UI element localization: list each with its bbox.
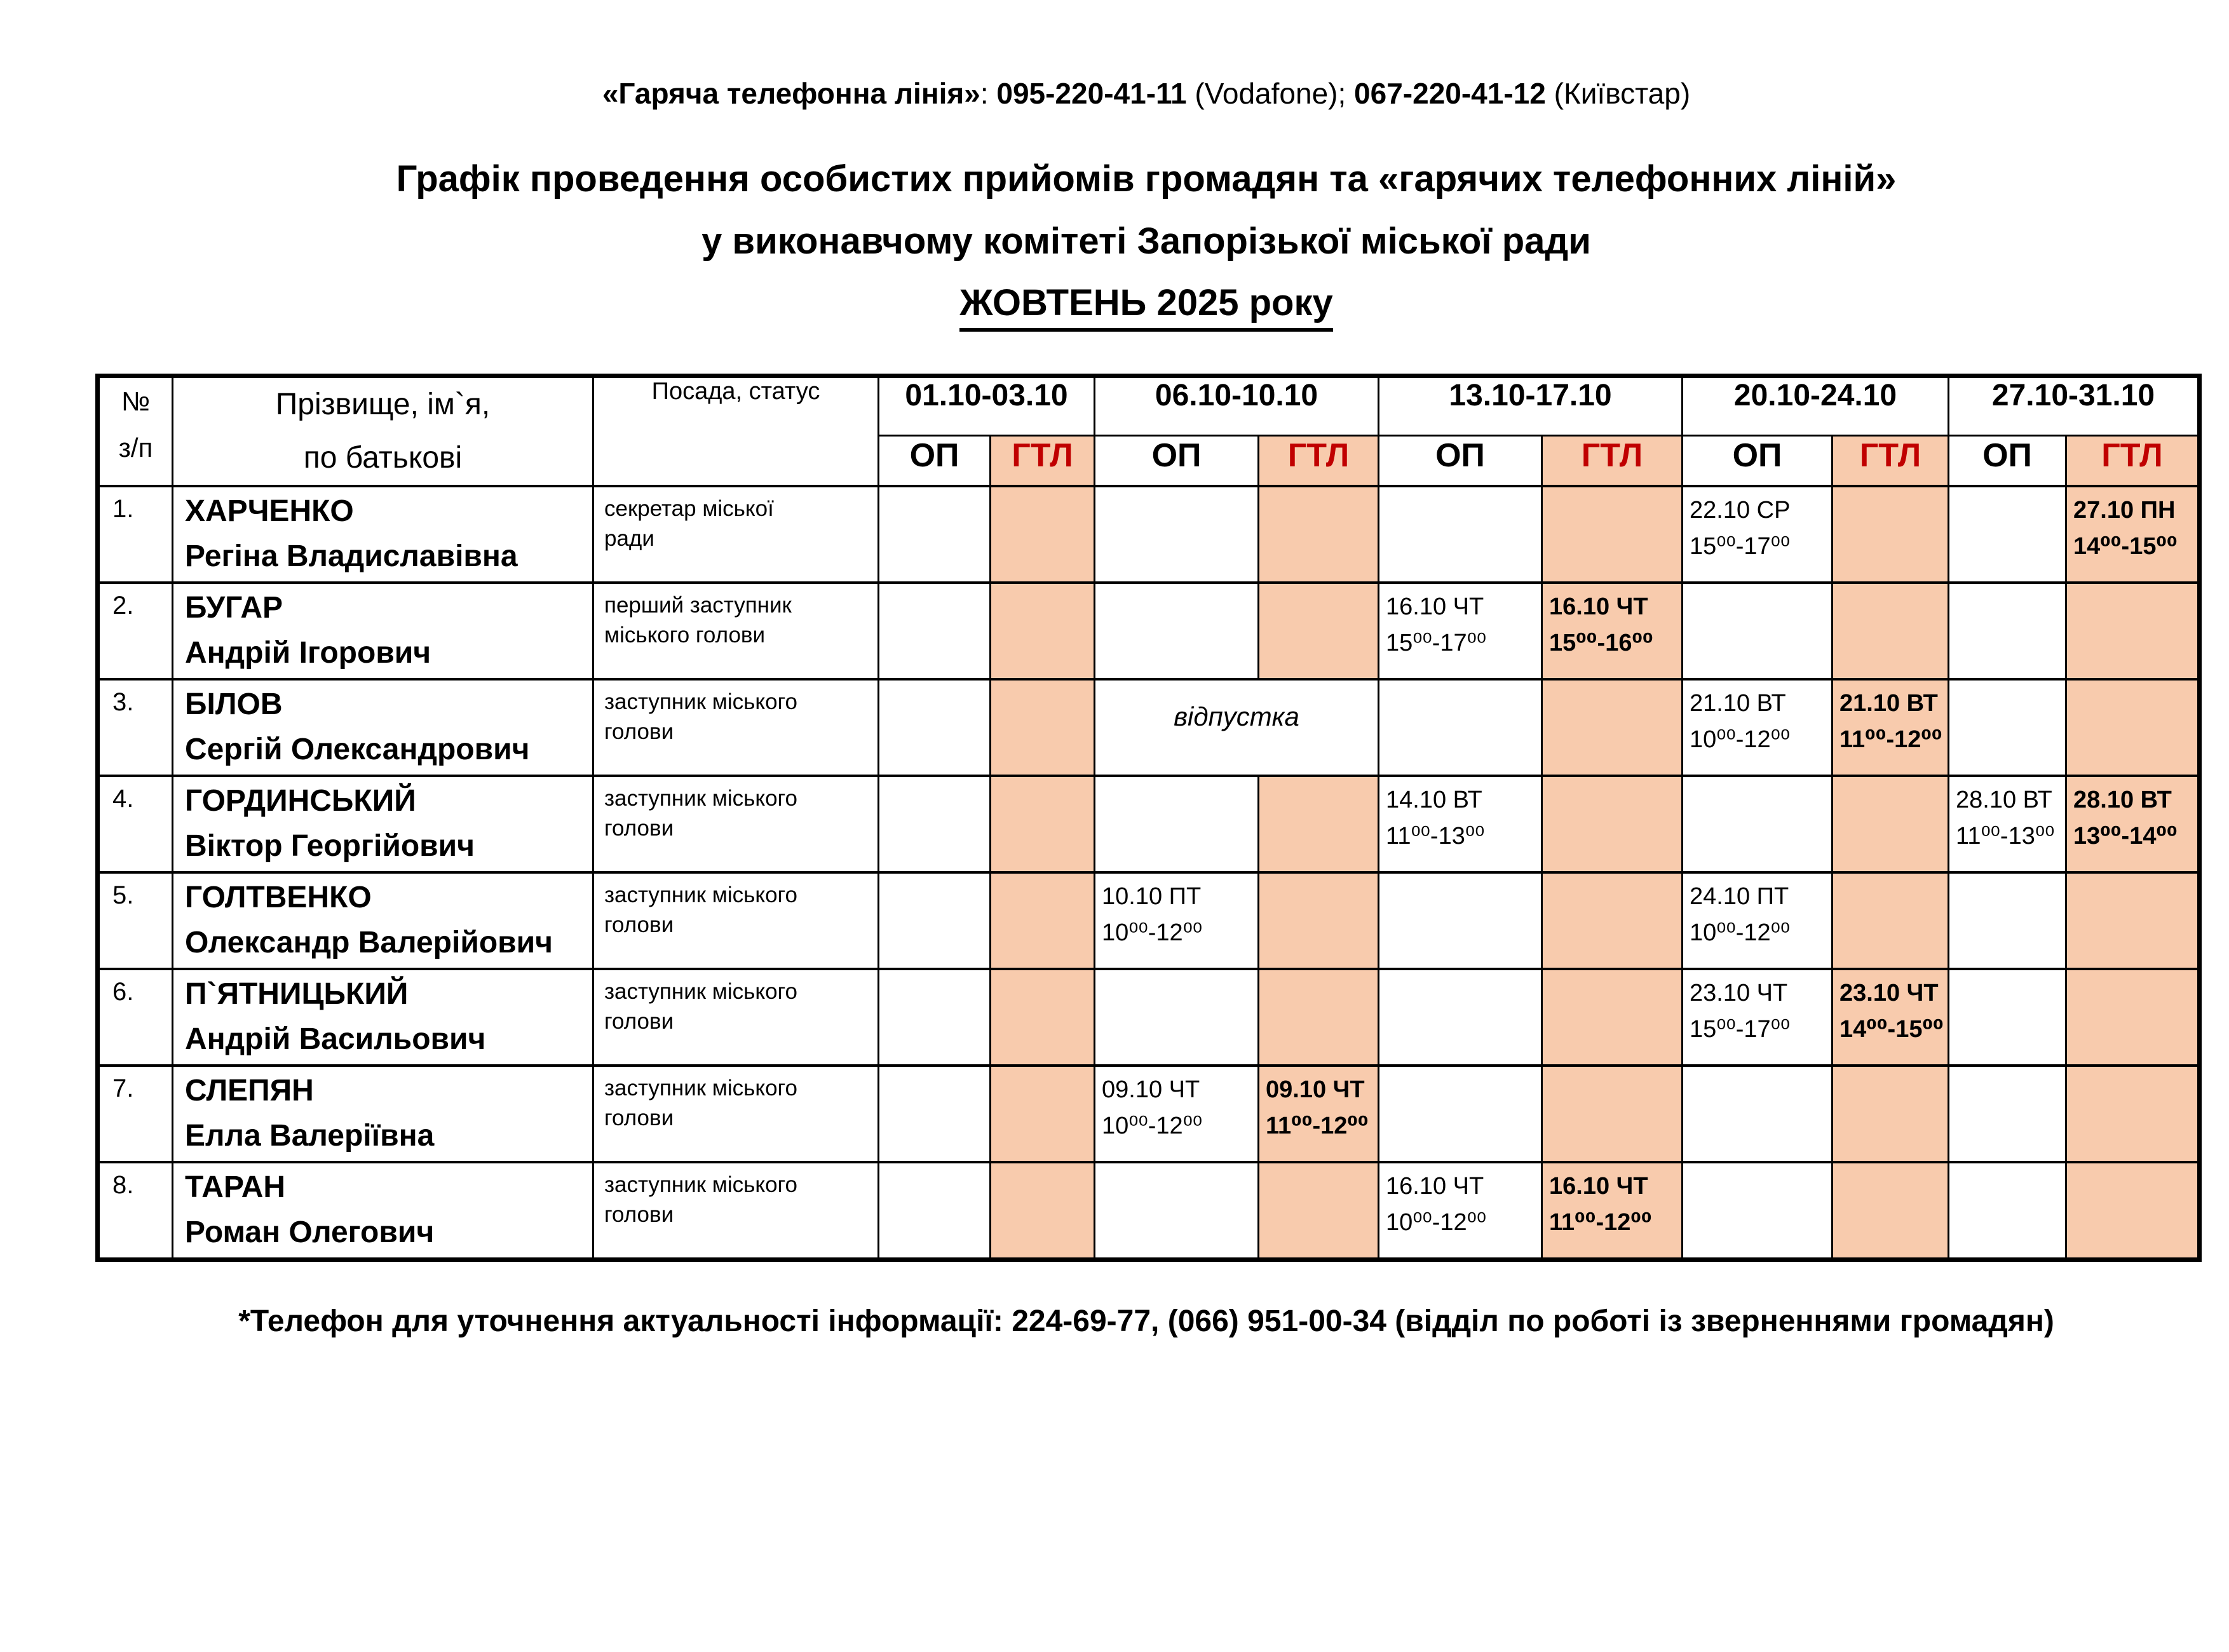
person-role-line: заступник міського [604,1075,798,1100]
person-surname: СЛЕПЯН [185,1073,314,1107]
hotline-segment: (Vodafone); [1186,77,1355,110]
schedule-date: 22.10 СР [1690,496,1791,524]
person-name-cell [173,679,593,776]
person-name [185,977,583,1057]
schedule-table [95,374,2202,1262]
person-given-name: Роман Олегович [185,1215,435,1249]
schedule-cell-gtl [2066,679,2200,776]
header-gtl-4: ГТЛ [1833,435,1949,485]
schedule-cell-op [1683,872,1833,969]
schedule-time: 15⁰⁰-17⁰⁰ [1690,1015,1791,1043]
schedule-cell-gtl [991,1066,1095,1162]
schedule-time: 11⁰⁰-13⁰⁰ [1956,822,2055,850]
table-row [98,486,2200,583]
title-line-1: Графік проведення особистих прийомів громадян та «гарячих телефонних ліній» [396,158,1897,200]
schedule-cell-op [1683,486,1833,583]
schedule-cell-gtl [991,583,1095,679]
schedule-cell-gtl [1259,776,1379,872]
schedule-cell-gtl [1259,1162,1379,1260]
schedule-date: 16.10 ЧТ [1386,593,1484,620]
schedule-time: 10⁰⁰-12⁰⁰ [1690,919,1791,946]
header-gtl-2: ГТЛ [1259,435,1379,485]
schedule-time: 11⁰⁰-12⁰⁰ [1839,726,1942,753]
title-line-3 [95,272,2197,334]
schedule-cell-op [1095,969,1259,1066]
schedule-cell-op [879,679,991,776]
schedule-time: 10⁰⁰-12⁰⁰ [1690,726,1791,753]
row-number-cell: 1. [98,486,173,583]
schedule-date: 28.10 ВТ [1956,786,2052,813]
schedule-cell-gtl [1833,776,1949,872]
header-name-line: Прізвище, ім`я, [275,387,491,421]
schedule-cell-gtl [991,486,1095,583]
schedule-cell-op [1683,969,1833,1066]
schedule-cell-op [1949,1162,2066,1260]
schedule-date: 28.10 ВТ [2073,786,2172,813]
schedule-cell-gtl [1542,679,1683,776]
row-number-cell: 3. [98,679,173,776]
hotline-line [95,76,2197,111]
schedule-cell-op [1095,486,1259,583]
header-week-1: 01.10-03.10 [879,376,1095,435]
person-role-cell [593,1066,879,1162]
person-given-name: Олександр Валерійович [185,925,553,959]
person-role-cell [593,679,879,776]
person-given-name: Віктор Георгійович [185,829,475,863]
document [95,76,2197,1339]
schedule-cell-op [879,776,991,872]
schedule-date: 16.10 ЧТ [1549,1172,1648,1200]
schedule-date: 16.10 ЧТ [1549,593,1648,620]
schedule-date: 14.10 ВТ [1386,786,1482,813]
schedule-date: 09.10 ЧТ [1102,1076,1200,1103]
schedule-cell-op [879,969,991,1066]
schedule-cell-gtl [1542,969,1683,1066]
schedule-time: 11⁰⁰-13⁰⁰ [1386,822,1485,850]
schedule-cell-op [1379,486,1542,583]
schedule-cell-op [1683,1066,1833,1162]
person-name [185,1073,583,1153]
title-month: ЖОВТЕНЬ 2025 року [959,279,1333,332]
schedule-cell-gtl [2066,1066,2200,1162]
schedule-cell-gtl [1833,1066,1949,1162]
schedule-time: 11⁰⁰-12⁰⁰ [1266,1112,1369,1139]
schedule-time: 11⁰⁰-12⁰⁰ [1549,1209,1652,1236]
schedule-cell-gtl [1833,1162,1949,1260]
schedule-cell-gtl [991,872,1095,969]
schedule-date: 16.10 ЧТ [1386,1172,1484,1200]
header-gtl-3: ГТЛ [1542,435,1683,485]
person-given-name: Регіна Владиславівна [185,539,518,573]
schedule-cell-gtl [1833,583,1949,679]
schedule-cell-op [1095,1066,1259,1162]
header-num-line: № [121,386,151,416]
person-name-cell [173,872,593,969]
table-row [98,872,2200,969]
person-role-cell [593,969,879,1066]
row-number-cell: 7. [98,1066,173,1162]
schedule-cell-op [1949,1066,2066,1162]
person-role-cell [593,1162,879,1260]
schedule-time: 14⁰⁰-15⁰⁰ [2073,532,2178,560]
schedule-cell-op [1379,872,1542,969]
person-surname: П`ЯТНИЦЬКИЙ [185,977,409,1011]
schedule-cell-op [879,872,991,969]
row-number-cell: 6. [98,969,173,1066]
person-name-cell [173,583,593,679]
schedule-cell-op [1379,776,1542,872]
schedule-date: 23.10 ЧТ [1839,979,1939,1006]
person-role-line: заступник міського [604,978,798,1004]
person-given-name: Сергій Олександрович [185,732,530,766]
schedule-cell-gtl [991,1162,1095,1260]
person-name-cell [173,776,593,872]
person-role-line: голови [604,815,674,841]
header-num-line: з/п [118,433,153,463]
schedule-cell-gtl [1542,1066,1683,1162]
header-name-line: по батькові [303,440,463,475]
table-row [98,1066,2200,1162]
schedule-time: 14⁰⁰-15⁰⁰ [1839,1015,1944,1043]
header-week-5: 27.10-31.10 [1949,376,2200,435]
person-role-line: заступник міського [604,689,798,714]
schedule-cell-gtl [1542,872,1683,969]
header-role: Посада, статус [593,376,879,486]
person-role-cell [593,872,879,969]
schedule-cell-gtl [1833,679,1949,776]
schedule-cell-op [1683,583,1833,679]
schedule-cell-gtl [2066,872,2200,969]
schedule-date: 21.10 ВТ [1839,689,1938,717]
hotline-segment: (Київстар) [1545,77,1691,110]
person-role-line: голови [604,1105,674,1130]
row-number-cell: 5. [98,872,173,969]
schedule-cell-op [1379,679,1542,776]
person-role-line: секретар міської [604,496,774,521]
person-role-line: ради [604,525,654,551]
schedule-cell-op [1683,776,1833,872]
person-role-line: заступник міського [604,882,798,907]
header-gtl-5: ГТЛ [2066,435,2200,485]
schedule-cell-gtl [1542,1162,1683,1260]
person-name [185,880,583,960]
schedule-cell-op [1683,679,1833,776]
person-role-cell [593,583,879,679]
schedule-date: 27.10 ПН [2073,496,2176,524]
person-role-line: голови [604,1008,674,1034]
schedule-cell-gtl [991,679,1095,776]
schedule-cell-op [1095,776,1259,872]
schedule-date: 10.10 ПТ [1102,883,1202,910]
schedule-cell-gtl [1259,486,1379,583]
schedule-date: 24.10 ПТ [1690,883,1789,910]
schedule-cell-gtl [1542,583,1683,679]
schedule-cell-op [879,583,991,679]
person-role-line: голови [604,912,674,937]
table-row [98,679,2200,776]
schedule-cell-op [1949,776,2066,872]
person-role-cell [593,776,879,872]
schedule-cell-gtl [1259,1066,1379,1162]
header-week-3: 13.10-17.10 [1379,376,1683,435]
schedule-cell-op [879,1162,991,1260]
title-line-2: у виконавчому комітеті Запорізької міської ради [701,220,1591,262]
schedule-time: 10⁰⁰-12⁰⁰ [1102,1112,1203,1139]
person-name [185,494,583,574]
person-name-cell [173,1162,593,1260]
hotline-segment: «Гаряча телефонна лінія» [602,77,980,110]
vacation-cell: відпустка [1095,679,1379,776]
schedule-cell-op [1095,1162,1259,1260]
table-row [98,1162,2200,1260]
schedule-time: 15⁰⁰-17⁰⁰ [1386,629,1487,656]
schedule-cell-op [1379,583,1542,679]
schedule-cell-gtl [1259,872,1379,969]
schedule-cell-op [1095,583,1259,679]
table-row [98,969,2200,1066]
schedule-cell-op [879,486,991,583]
person-given-name: Андрій Васильович [185,1022,486,1056]
schedule-cell-gtl [991,969,1095,1066]
schedule-cell-op [1379,1162,1542,1260]
schedule-date: 21.10 ВТ [1690,689,1786,717]
schedule-cell-op [1949,679,2066,776]
person-name [185,1170,583,1250]
person-name-cell [173,486,593,583]
table-row [98,583,2200,679]
schedule-cell-op [1949,969,2066,1066]
person-surname: БІЛОВ [185,687,283,721]
schedule-table-head [98,376,2200,486]
header-op-5: ОП [1949,435,2066,485]
schedule-time: 10⁰⁰-12⁰⁰ [1386,1209,1487,1236]
schedule-cell-gtl [1542,486,1683,583]
row-number-cell: 8. [98,1162,173,1260]
person-given-name: Андрій Ігорович [185,635,431,670]
schedule-cell-op [1095,872,1259,969]
table-row [98,776,2200,872]
person-name [185,783,583,863]
schedule-cell-gtl [2066,486,2200,583]
person-role-line: перший заступник [604,592,792,618]
hotline-segment: : [980,77,997,110]
row-number-cell: 4. [98,776,173,872]
person-surname: ГОЛТВЕНКО [185,880,372,914]
row-number-cell: 2. [98,583,173,679]
person-surname: БУГАР [185,590,283,625]
hotline-segment: 067-220-41-12 [1354,77,1546,110]
header-week-2: 06.10-10.10 [1095,376,1379,435]
hotline-segment: 095-220-41-11 [996,77,1187,110]
header-gtl-1: ГТЛ [991,435,1095,485]
person-role-line: голови [604,719,674,744]
person-role-cell [593,486,879,583]
schedule-time: 10⁰⁰-12⁰⁰ [1102,919,1203,946]
person-surname: ТАРАН [185,1170,286,1204]
person-surname: ХАРЧЕНКО [185,494,354,528]
header-op-1: ОП [879,435,991,485]
schedule-cell-gtl [2066,969,2200,1066]
schedule-cell-op [1949,872,2066,969]
schedule-cell-gtl [1259,969,1379,1066]
person-name [185,687,583,767]
schedule-cell-op [1379,1066,1542,1162]
schedule-cell-op [879,1066,991,1162]
schedule-cell-gtl [2066,776,2200,872]
schedule-cell-op [1379,969,1542,1066]
person-name [185,590,583,670]
header-name [173,376,593,486]
schedule-cell-gtl [2066,1162,2200,1260]
header-week-4: 20.10-24.10 [1683,376,1949,435]
schedule-cell-gtl [1833,486,1949,583]
title-block [95,148,2197,334]
schedule-date: 23.10 ЧТ [1690,979,1788,1006]
person-given-name: Елла Валеріївна [185,1118,435,1153]
header-row-weeks [98,376,2200,435]
footer-note: *Телефон для уточнення актуальності інформації: 224-69-77, (066) 951-00-34 (відділ по роботі із зверненнями громадян) [238,1304,2054,1338]
person-name-cell [173,1066,593,1162]
schedule-cell-op [1949,583,2066,679]
header-op-2: ОП [1095,435,1259,485]
schedule-time: 15⁰⁰-17⁰⁰ [1690,532,1791,560]
person-role-line: заступник міського [604,785,798,811]
schedule-cell-gtl [1833,872,1949,969]
person-role-line: заступник міського [604,1172,798,1197]
schedule-cell-gtl [991,776,1095,872]
header-num [98,376,173,486]
person-role-line: голови [604,1202,674,1227]
header-op-4: ОП [1683,435,1833,485]
schedule-cell-op [1683,1162,1833,1260]
schedule-cell-gtl [2066,583,2200,679]
person-role-line: міського голови [604,622,766,647]
schedule-date: 09.10 ЧТ [1266,1076,1365,1103]
schedule-cell-op [1949,486,2066,583]
person-surname: ГОРДИНСЬКИЙ [185,783,416,818]
schedule-table-body [98,486,2200,1260]
schedule-time: 13⁰⁰-14⁰⁰ [2073,822,2178,850]
schedule-cell-gtl [1259,583,1379,679]
header-op-3: ОП [1379,435,1542,485]
person-name-cell [173,969,593,1066]
schedule-cell-gtl [1542,776,1683,872]
schedule-cell-gtl [1833,969,1949,1066]
schedule-time: 15⁰⁰-16⁰⁰ [1549,629,1653,656]
